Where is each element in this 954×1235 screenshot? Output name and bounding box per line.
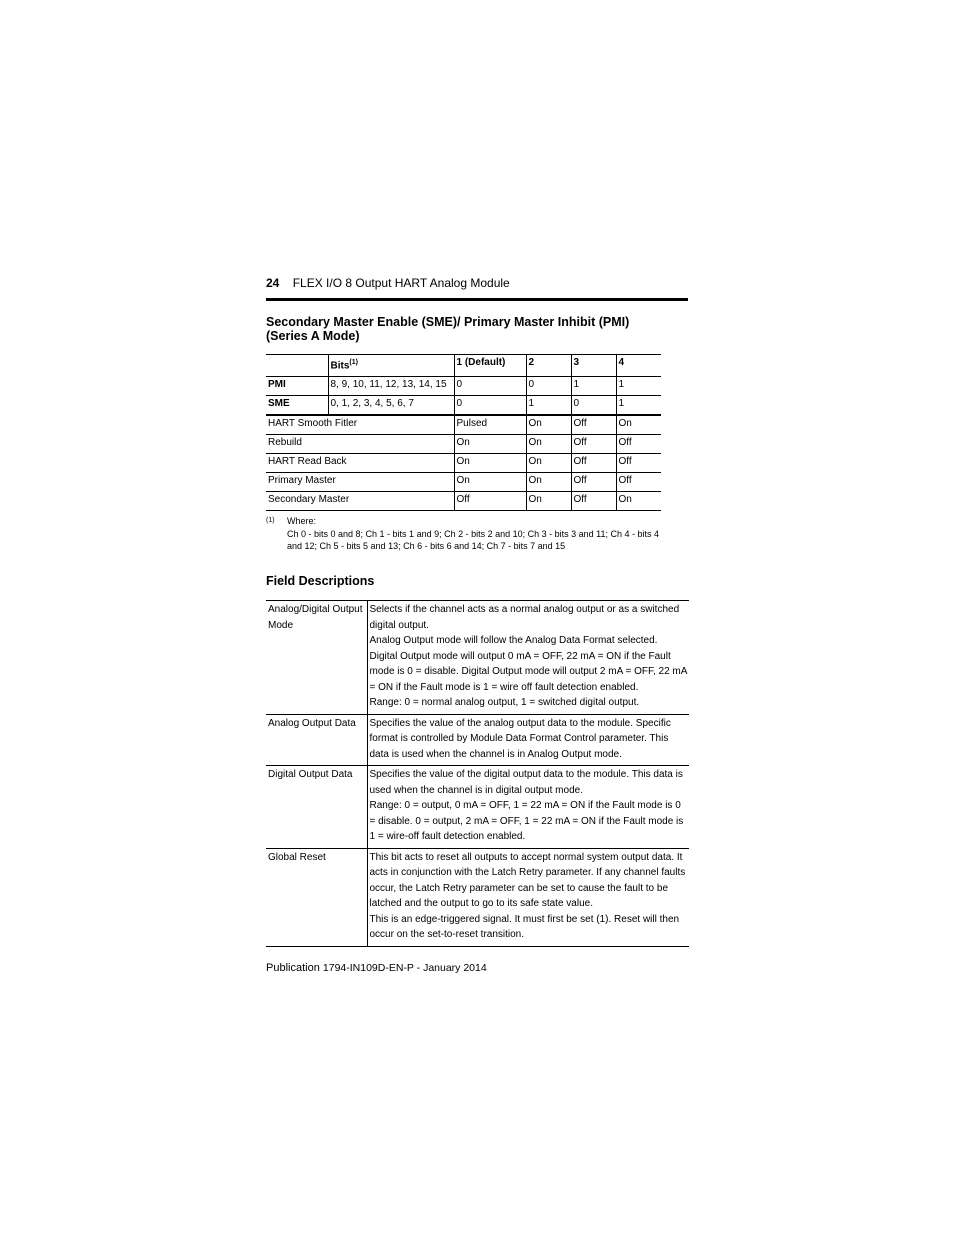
description-paragraph: Digital Output mode will output 0 mA = OFF, 22 mA = ON if the Fault mode is 0 = disable. Digital Output mode will output 2 mA = OFF, 22 mA = ON if the Fault mode is 1 = wire off fault detection enabled. bbox=[369, 650, 687, 693]
footnote-text: Ch 0 - bits 0 and 8; Ch 1 - bits 1 and 9; Ch 2 - bits 2 and 10; Ch 3 - bits 3 and 11; Ch 4 - bits 4 and 12; Ch 5 - bits 5 and 13; Ch 6 - bits 6 and 14; Ch 7 - bits 7 and 15 bbox=[287, 528, 660, 551]
table-title bbox=[266, 315, 666, 343]
field-description bbox=[367, 601, 689, 715]
description-paragraph: Range: 0 = normal analog output, 1 = switched digital output. bbox=[369, 697, 640, 708]
table-row bbox=[266, 848, 689, 946]
table-row bbox=[266, 396, 661, 416]
table-cell: 0 bbox=[454, 377, 526, 396]
header-cell-3: 3 bbox=[571, 355, 616, 377]
footer-label: Publication bbox=[266, 962, 320, 974]
table-cell: Off bbox=[571, 454, 616, 473]
table-cell: On bbox=[616, 415, 661, 435]
row-label: Primary Master bbox=[266, 473, 454, 492]
table-cell: 0 bbox=[571, 396, 616, 416]
table-row bbox=[266, 492, 661, 511]
field-description bbox=[367, 848, 689, 946]
field-description bbox=[367, 714, 689, 766]
table-cell: Off bbox=[454, 492, 526, 511]
table-cell: Off bbox=[571, 473, 616, 492]
table-cell: 1 bbox=[526, 396, 571, 416]
table-cell: Off bbox=[616, 435, 661, 454]
row-label: HART Read Back bbox=[266, 454, 454, 473]
header-cell-empty bbox=[266, 355, 328, 377]
table-row bbox=[266, 377, 661, 396]
table-cell: 1 bbox=[571, 377, 616, 396]
header-rule bbox=[266, 298, 688, 301]
footnote-lead: Where: bbox=[287, 516, 317, 526]
field-description bbox=[367, 766, 689, 849]
table-title-line-2: (Series A Mode) bbox=[266, 329, 360, 343]
description-paragraph: Selects if the channel acts as a normal analog output or as a switched digital output. bbox=[369, 604, 680, 631]
row-label: Secondary Master bbox=[266, 492, 454, 511]
table-cell: On bbox=[454, 454, 526, 473]
table-cell: On bbox=[454, 473, 526, 492]
table-cell: Off bbox=[616, 454, 661, 473]
field-name: Global Reset bbox=[266, 848, 367, 946]
table-cell: On bbox=[526, 435, 571, 454]
row-label: PMI bbox=[266, 377, 328, 396]
table-row bbox=[266, 601, 689, 715]
page-number: 24 bbox=[266, 276, 280, 290]
table-row bbox=[266, 473, 661, 492]
publication-number: 1794-IN109D-EN-P - January 2014 bbox=[322, 962, 487, 974]
description-paragraph: Specifies the value of the analog output data to the module. Specific format is controlled by Module Data Format Control parameter. This data is used when the channel is in Analog Output mode. bbox=[369, 717, 671, 760]
row-label: HART Smooth Fitler bbox=[266, 415, 454, 435]
table-cell: Off bbox=[571, 492, 616, 511]
row-label: Rebuild bbox=[266, 435, 454, 454]
field-name: Digital Output Data bbox=[266, 766, 367, 849]
description-paragraph: Specifies the value of the digital output data to the module. This data is used when the channel is in digital output mode. bbox=[369, 769, 683, 796]
table-title-line-1: Secondary Master Enable (SME)/ Primary Master Inhibit (PMI) bbox=[266, 315, 630, 329]
table-cell: On bbox=[526, 473, 571, 492]
description-paragraph: This bit acts to reset all outputs to accept normal system output data. It acts in conjunction with the Latch Retry parameter. If any channel faults occur, the Latch Retry parameter can be set to cause the fault to be latched and the output to go to its safe state value. bbox=[369, 851, 686, 909]
table-header-row bbox=[266, 355, 661, 377]
header-cell-bits: Bits$^{(1)}$ bbox=[328, 355, 454, 377]
table-cell: 0 bbox=[526, 377, 571, 396]
table-cell: On bbox=[454, 435, 526, 454]
field-descriptions-table bbox=[266, 600, 689, 947]
table-footnote bbox=[266, 515, 666, 553]
table-cell: 1 bbox=[616, 396, 661, 416]
table-cell: Off bbox=[616, 473, 661, 492]
table-cell: 0 bbox=[454, 396, 526, 416]
sme-pmi-table bbox=[266, 354, 661, 511]
table-cell: 8, 9, 10, 11, 12, 13, 14, 15 bbox=[328, 377, 454, 396]
table-cell: Pulsed bbox=[454, 415, 526, 435]
description-paragraph: This is an edge-triggered signal. It must first be set (1). Reset will then occur on the set-to-reset transition. bbox=[369, 913, 680, 940]
header-cell-4: 4 bbox=[616, 355, 661, 377]
table-cell: On bbox=[526, 415, 571, 435]
description-paragraph: Range: 0 = output, 0 mA = OFF, 1 = 22 mA = ON if the Fault mode is 0 = disable. 0 = output, 2 mA = OFF, 1 = 22 mA = ON if the Fault mode is 1 = wire-off fault detection enabled. bbox=[369, 800, 684, 842]
field-name: Analog Output Data bbox=[266, 714, 367, 766]
table-cell: Off bbox=[571, 435, 616, 454]
header-cell-default: 1 (Default) bbox=[454, 355, 526, 377]
table-cell: 0, 1, 2, 3, 4, 5, 6, 7 bbox=[328, 396, 454, 416]
footnote-mark: (1) bbox=[266, 517, 275, 524]
table-cell: 1 bbox=[616, 377, 661, 396]
description-paragraph: Analog Output mode will follow the Analog Data Format selected. bbox=[369, 635, 658, 646]
table-cell: Off bbox=[571, 415, 616, 435]
field-name: Analog/Digital Output Mode bbox=[266, 601, 367, 715]
table-cell: On bbox=[526, 454, 571, 473]
table-row bbox=[266, 766, 689, 849]
footnote-ref: (1) bbox=[349, 359, 358, 366]
row-label: SME bbox=[266, 396, 328, 416]
table-row bbox=[266, 415, 661, 435]
table-row bbox=[266, 714, 689, 766]
table-cell: On bbox=[616, 492, 661, 511]
table-cell: On bbox=[526, 492, 571, 511]
section-heading: Field Descriptions bbox=[266, 574, 375, 588]
table-row bbox=[266, 435, 661, 454]
page-footer bbox=[266, 962, 487, 974]
page-header bbox=[266, 276, 688, 298]
table-row bbox=[266, 454, 661, 473]
header-cell-2: 2 bbox=[526, 355, 571, 377]
running-title: FLEX I/O 8 Output HART Analog Module bbox=[292, 276, 510, 290]
